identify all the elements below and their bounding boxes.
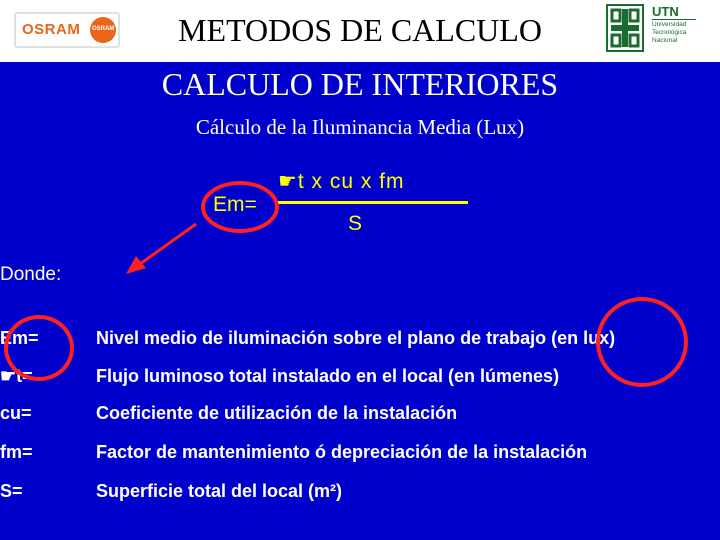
utn-logo-subtitle (652, 21, 708, 45)
utn-emblem-icon (606, 4, 644, 52)
osram-logo-text: OSRAM (22, 21, 81, 38)
definition-text: Factor de mantenimiento ó depreciación de la instalación (96, 442, 588, 462)
page-title: METODOS DE CALCULO (178, 12, 542, 48)
highlight-circle-formula (201, 181, 279, 233)
header-bar (0, 0, 720, 62)
donde-label: Donde: (0, 264, 62, 285)
definition-text: Superficie total del local (m²) (96, 481, 343, 501)
utn-logo (606, 4, 710, 56)
formula-lhs: Em= (213, 193, 257, 216)
definition-term: cu= (0, 403, 32, 423)
definition-row (0, 481, 720, 511)
definition-text: Flujo luminoso total instalado en el local (en lúmenes) (96, 366, 560, 386)
definition-term: ☛t= (0, 366, 33, 386)
highlight-circle-lux (596, 297, 688, 387)
definition-term: S= (0, 481, 23, 501)
highlight-circle-em (4, 315, 74, 381)
definition-text: Nivel medio de iluminación sobre el plano de trabajo (en lux) (96, 328, 616, 348)
osram-logo-badge: OSRAM (92, 26, 115, 32)
utn-logo-line: Universidad (652, 21, 687, 28)
utn-logo-line: Tecnológica (652, 29, 687, 36)
fraction-line (278, 201, 468, 204)
slide-subtitle: CALCULO DE INTERIORES (161, 66, 559, 102)
utn-logo-line: Nacional (652, 37, 678, 44)
definition-row (0, 403, 720, 433)
utn-logo-title: UTN (652, 4, 696, 20)
definition-row (0, 442, 720, 472)
definition-term: fm= (0, 442, 33, 462)
formula-numerator: ☛t x cu x fm (278, 170, 405, 193)
definition-text: Coeficiente de utilización de la instalación (96, 403, 458, 423)
formula-description: Cálculo de la Iluminancia Media (Lux) (195, 115, 525, 139)
definition-term: Em= (0, 328, 39, 348)
formula-denominator: S (348, 212, 363, 235)
